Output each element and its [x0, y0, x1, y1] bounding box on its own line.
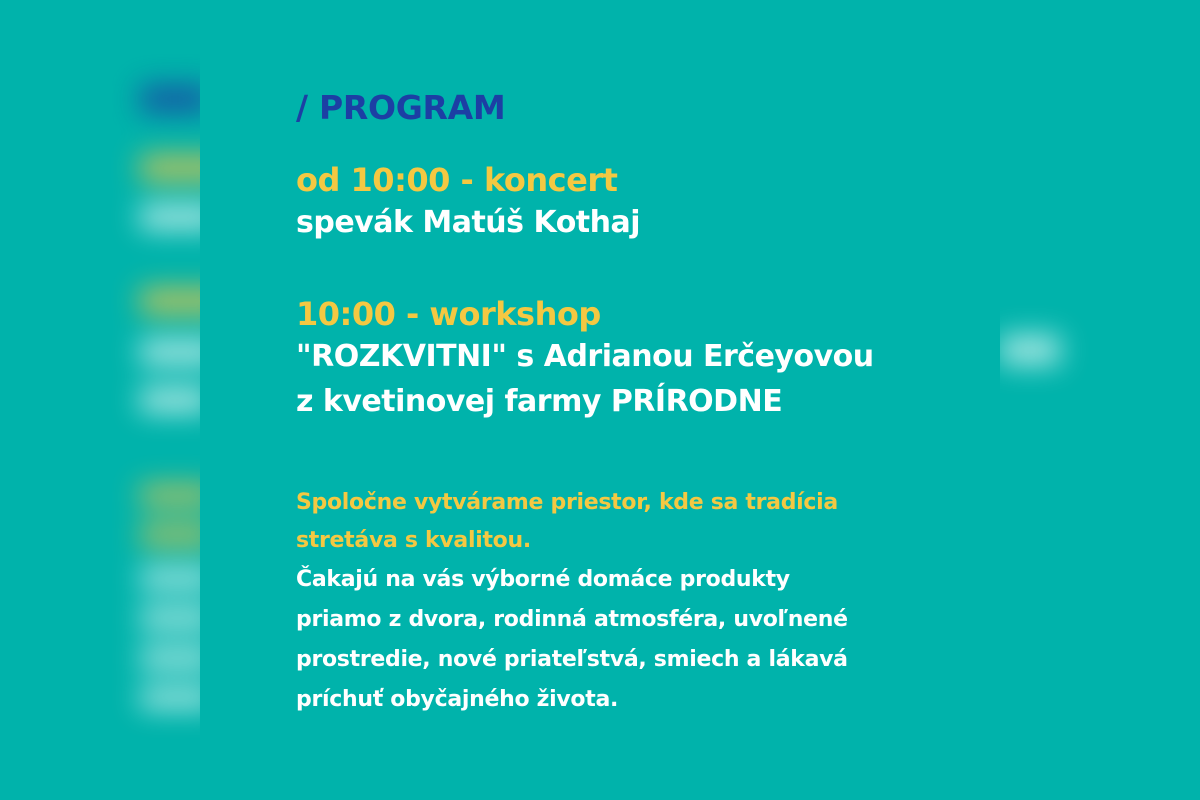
event-description: spevák Matúš Kothaj	[296, 205, 641, 240]
event-concert	[296, 160, 640, 245]
description-text: priamo z dvora, rodinná atmosféra, uvoľnené	[296, 607, 848, 632]
description-text: Čakajú na vás výborné domáce produkty	[296, 567, 790, 592]
program-content	[296, 88, 976, 712]
description-highlight: Spoločne vytvárame priestor, kde sa tradícia	[296, 490, 838, 515]
description-text: príchuť obyčajného života.	[296, 687, 619, 712]
event-description: "ROZKVITNI" s Adrianou Erčeyovou	[296, 339, 874, 374]
event-description: z kvetinovej farmy PRÍRODNE	[296, 384, 783, 419]
program-description	[296, 484, 916, 720]
description-highlight: stretáva s kvalitou.	[296, 528, 531, 553]
blurred-right-edge-shape	[1000, 335, 1060, 365]
program-panel	[200, 0, 1000, 800]
description-text: prostredie, nové priateľstvá, smiech a lákavá	[296, 647, 848, 672]
event-workshop	[296, 294, 874, 424]
event-time: 10:00 - workshop	[296, 295, 601, 333]
event-time: od 10:00 - koncert	[296, 161, 618, 199]
page-title: / PROGRAM	[296, 88, 506, 127]
